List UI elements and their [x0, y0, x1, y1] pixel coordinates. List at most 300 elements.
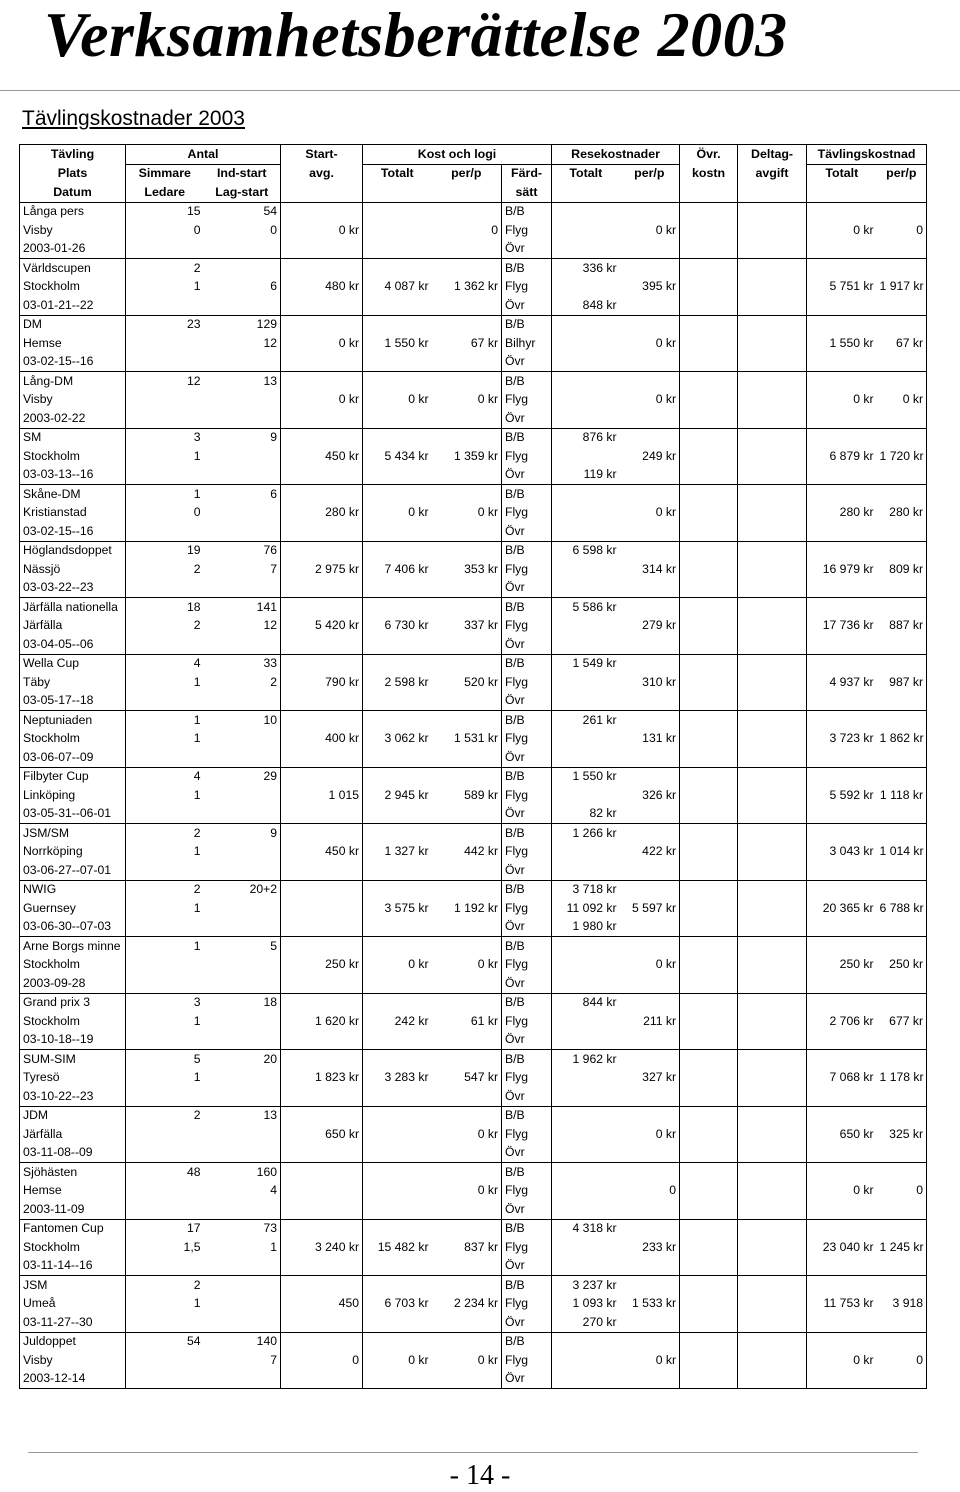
cell-travel-per-person [620, 541, 680, 560]
cell-participation-fee [738, 1295, 807, 1314]
cell-total-per-person: 67 kr [877, 334, 927, 353]
cell-lodging-total [363, 861, 432, 880]
cell-count-swimmers: 4 [126, 767, 204, 786]
cell-total-per-person [877, 861, 927, 880]
cell-travel-total: 876 kr [552, 428, 620, 447]
cell-total-per-person [877, 1219, 927, 1238]
cell-total-per-person [877, 692, 927, 711]
header-cell-travel-mode: sätt [502, 183, 552, 202]
cell-total-cost [807, 1200, 877, 1219]
cell-event: 2003-11-09 [20, 1200, 126, 1219]
table-row [20, 673, 927, 692]
cell-start-fee: 280 kr [281, 504, 363, 523]
table-row [20, 748, 927, 767]
cell-count-swimmers [126, 1031, 204, 1050]
cell-travel-per-person [620, 353, 680, 372]
cell-lodging-total [363, 1276, 432, 1295]
cell-other-cost [680, 748, 738, 767]
cell-travel-mode: Övr [502, 353, 552, 372]
table-row [20, 1200, 927, 1219]
cell-lodging-total [363, 937, 432, 956]
cell-total-per-person: 1 118 kr [877, 786, 927, 805]
table-row [20, 579, 927, 598]
cell-start-fee: 0 kr [281, 391, 363, 410]
cell-total-cost [807, 1031, 877, 1050]
cell-total-cost: 3 043 kr [807, 843, 877, 862]
cell-travel-mode: Flyg [502, 560, 552, 579]
cell-lodging-per-person [432, 767, 502, 786]
cell-start-fee [281, 1050, 363, 1069]
cell-count-starts: 9 [204, 824, 281, 843]
cell-count-swimmers: 2 [126, 259, 204, 278]
cell-participation-fee [738, 409, 807, 428]
cell-count-starts: 33 [204, 654, 281, 673]
cell-total-per-person [877, 1332, 927, 1351]
cell-total-cost: 0 kr [807, 1182, 877, 1201]
cell-event: Hemse [20, 1182, 126, 1201]
cell-participation-fee [738, 372, 807, 391]
header-cell-count-starts: Ind-start [216, 166, 267, 181]
table-row [20, 504, 927, 523]
cell-event: 03-04-05--06 [20, 635, 126, 654]
cell-lodging-per-person [432, 1200, 502, 1219]
table-row [20, 767, 927, 786]
cell-count-swimmers: 54 [126, 1332, 204, 1351]
cell-total-per-person: 0 [877, 1182, 927, 1201]
cell-other-cost [680, 993, 738, 1012]
cell-travel-mode: B/B [502, 767, 552, 786]
cell-count-swimmers: 1 [126, 711, 204, 730]
cell-total-cost: 250 kr [807, 956, 877, 975]
cell-lodging-total [363, 1313, 432, 1332]
cell-travel-total [552, 1200, 620, 1219]
cell-count-starts [204, 1200, 281, 1219]
cell-total-per-person [877, 296, 927, 315]
cell-count-starts [204, 974, 281, 993]
cell-lodging-total: 6 730 kr [363, 617, 432, 636]
cell-start-fee [281, 1370, 363, 1389]
cell-total-per-person [877, 824, 927, 843]
cell-travel-mode: Övr [502, 635, 552, 654]
cell-lodging-per-person: 547 kr [464, 1070, 499, 1085]
cell-participation-fee [738, 1069, 807, 1088]
cell-count-starts [204, 1370, 281, 1389]
cell-count-starts: 76 [204, 541, 281, 560]
cell-travel-mode: Övr [502, 1087, 552, 1106]
cell-participation-fee [738, 711, 807, 730]
cell-count-swimmers [126, 391, 204, 410]
cell-lodging-total [363, 918, 432, 937]
cell-count-swimmers [126, 466, 204, 485]
header-cell-other-cost: Övr. [680, 145, 738, 165]
cell-travel-per-person: 314 kr [642, 561, 677, 576]
cell-travel-per-person: 211 kr [643, 1013, 677, 1028]
table-row [20, 1313, 927, 1332]
cell-total-cost [807, 541, 877, 560]
cell-travel-total [552, 334, 620, 353]
cell-travel-mode: Bilhyr [502, 334, 552, 353]
header-cell-lodging-per-person [432, 183, 502, 202]
cell-total-per-person [877, 918, 927, 937]
cell-other-cost [680, 1144, 738, 1163]
cell-participation-fee [738, 485, 807, 504]
cell-lodging-per-person: 0 kr [477, 392, 499, 407]
cell-count-starts [204, 296, 281, 315]
cell-other-cost [680, 1238, 738, 1257]
cell-lodging-total [363, 353, 432, 372]
cell-travel-total [552, 1332, 620, 1351]
cell-lodging-per-person: 0 [491, 222, 499, 237]
cell-travel-total: 1 962 kr [552, 1050, 620, 1069]
cell-travel-total [552, 1182, 620, 1201]
cell-travel-mode: Flyg [502, 843, 552, 862]
cell-total-per-person: 325 kr [877, 1125, 927, 1144]
cell-travel-per-person [620, 485, 680, 504]
cell-lodging-per-person [432, 1370, 502, 1389]
cell-other-cost [680, 1295, 738, 1314]
cell-travel-per-person: 395 kr [642, 279, 677, 294]
cell-participation-fee [738, 1031, 807, 1050]
cell-count-swimmers [126, 353, 204, 372]
title-divider [0, 90, 960, 91]
cell-start-fee [281, 1087, 363, 1106]
cell-other-cost [680, 1069, 738, 1088]
cell-start-fee [281, 579, 363, 598]
cell-event: 03-11-08--09 [20, 1144, 126, 1163]
cell-travel-total: 3 718 kr [552, 880, 620, 899]
cell-other-cost [680, 240, 738, 259]
cell-travel-mode: B/B [502, 1219, 552, 1238]
cell-travel-total: 4 318 kr [552, 1219, 620, 1238]
cell-total-cost [807, 1050, 877, 1069]
cell-travel-per-person [620, 692, 680, 711]
cell-start-fee [281, 711, 363, 730]
cell-travel-mode: Övr [502, 748, 552, 767]
cell-start-fee [281, 541, 363, 560]
cell-lodging-per-person [432, 259, 502, 278]
cell-lodging-per-person [432, 1144, 502, 1163]
table-row [20, 278, 927, 297]
cell-other-cost [680, 654, 738, 673]
cell-travel-mode: Övr [502, 1313, 552, 1332]
cell-participation-fee [738, 861, 807, 880]
cell-participation-fee [738, 334, 807, 353]
cell-lodging-per-person [432, 805, 502, 824]
cell-total-cost [807, 918, 877, 937]
cell-start-fee [281, 899, 363, 918]
cell-lodging-total [363, 993, 432, 1012]
cell-total-per-person: 677 kr [877, 1012, 927, 1031]
cell-lodging-per-person [432, 541, 502, 560]
cell-lodging-per-person: 2 234 kr [453, 1296, 499, 1311]
cell-count-swimmers: 1 [126, 447, 204, 466]
cell-count-starts: 73 [204, 1219, 281, 1238]
cell-count-swimmers [126, 1144, 204, 1163]
cell-event: 03-10-22--23 [20, 1087, 126, 1106]
header-cell-total-cost: Tävlingskostnad [807, 145, 927, 165]
cell-count-swimmers: 15 [126, 202, 204, 221]
cell-travel-mode: B/B [502, 372, 552, 391]
cell-total-per-person [877, 315, 927, 334]
header-cell-participation-fee [738, 183, 807, 202]
cell-other-cost [680, 824, 738, 843]
cell-travel-total [552, 504, 620, 523]
table-row [20, 409, 927, 428]
cell-travel-per-person [620, 805, 680, 824]
cell-count-starts [204, 1313, 281, 1332]
cell-travel-total [552, 673, 620, 692]
table-row [20, 296, 927, 315]
cell-other-cost [680, 1182, 738, 1201]
cell-lodging-per-person: 1 362 kr [453, 279, 499, 294]
cell-lodging-per-person [432, 1313, 502, 1332]
cell-participation-fee [738, 560, 807, 579]
cell-count-swimmers [126, 974, 204, 993]
cell-count-starts [204, 1276, 281, 1295]
cell-total-per-person: 3 918 [877, 1295, 927, 1314]
cell-lodging-total [363, 466, 432, 485]
cell-count-starts: 10 [204, 711, 281, 730]
cell-lodging-per-person [432, 409, 502, 428]
table-row [20, 560, 927, 579]
cell-other-cost [680, 372, 738, 391]
cell-travel-total [552, 1069, 620, 1088]
cell-count-starts [204, 748, 281, 767]
cell-other-cost [680, 1087, 738, 1106]
cell-travel-total [552, 522, 620, 541]
cell-count-starts [204, 861, 281, 880]
cell-event: Lång-DM [20, 372, 126, 391]
cell-count-starts [204, 579, 281, 598]
cell-event: 03-06-07--09 [20, 748, 126, 767]
cell-start-fee [281, 598, 363, 617]
cell-travel-per-person [620, 522, 680, 541]
cell-event: Skåne-DM [20, 485, 126, 504]
cell-start-fee: 480 kr [281, 278, 363, 297]
cell-travel-total [552, 579, 620, 598]
cell-total-cost [807, 654, 877, 673]
cell-start-fee [281, 654, 363, 673]
cell-travel-per-person: 310 kr [642, 674, 677, 689]
cell-total-per-person: 250 kr [877, 956, 927, 975]
cell-lodging-per-person: 1 531 kr [453, 731, 499, 746]
table-row [20, 240, 927, 259]
cell-count-starts: 129 [204, 315, 281, 334]
cell-event: Kristianstad [20, 504, 126, 523]
header-row [20, 164, 927, 183]
cell-participation-fee [738, 1144, 807, 1163]
cell-travel-total: 6 598 kr [552, 541, 620, 560]
cell-other-cost [680, 767, 738, 786]
cell-total-per-person [877, 1106, 927, 1125]
cell-start-fee [281, 296, 363, 315]
cell-lodging-per-person [432, 240, 502, 259]
cell-lodging-total [363, 598, 432, 617]
cell-other-cost [680, 560, 738, 579]
cell-event: Stockholm [20, 1012, 126, 1031]
cell-start-fee [281, 1276, 363, 1295]
cell-travel-total [552, 1087, 620, 1106]
cell-travel-per-person [620, 993, 680, 1012]
cell-count-starts [204, 409, 281, 428]
cell-total-cost [807, 466, 877, 485]
table-row [20, 730, 927, 749]
cell-travel-total [552, 560, 620, 579]
cell-travel-mode: Flyg [502, 786, 552, 805]
cell-travel-mode: Övr [502, 1257, 552, 1276]
cell-lodging-per-person [432, 974, 502, 993]
cell-travel-per-person [620, 1050, 680, 1069]
cell-lodging-per-person: 0 kr [477, 1352, 499, 1367]
cell-lodging-total: 4 087 kr [363, 278, 432, 297]
cell-other-cost [680, 466, 738, 485]
cell-travel-mode: Övr [502, 918, 552, 937]
cell-travel-per-person: 279 kr [642, 618, 677, 633]
cell-lodging-total [363, 1332, 432, 1351]
cell-count-swimmers [126, 692, 204, 711]
cell-lodging-per-person: 0 kr [477, 1183, 499, 1198]
cell-lodging-total: 1 327 kr [363, 843, 432, 862]
table-row [20, 1163, 927, 1182]
table-row [20, 1276, 927, 1295]
cell-event: Järfälla [20, 617, 126, 636]
cell-count-starts: 9 [204, 428, 281, 447]
cell-lodging-total [363, 1087, 432, 1106]
cell-lodging-per-person [432, 711, 502, 730]
cell-participation-fee [738, 730, 807, 749]
cell-participation-fee [738, 824, 807, 843]
cell-other-cost [680, 1370, 738, 1389]
cell-count-starts [204, 956, 281, 975]
table-row [20, 447, 927, 466]
table-row [20, 315, 927, 334]
cell-lodging-total: 3 575 kr [363, 899, 432, 918]
header-cell-start-fee: avg. [281, 164, 363, 183]
cell-travel-total [552, 315, 620, 334]
cell-travel-per-person [620, 861, 680, 880]
cell-travel-mode: Flyg [502, 278, 552, 297]
cell-participation-fee [738, 1370, 807, 1389]
cell-total-cost [807, 296, 877, 315]
footer-divider [28, 1452, 918, 1453]
cell-lodging-per-person: 837 kr [464, 1239, 499, 1254]
cell-lodging-total [363, 259, 432, 278]
cell-travel-total [552, 956, 620, 975]
cell-travel-per-person [620, 1332, 680, 1351]
cell-travel-total: 261 kr [552, 711, 620, 730]
cell-start-fee [281, 1106, 363, 1125]
cell-count-starts: 13 [204, 372, 281, 391]
cell-other-cost [680, 598, 738, 617]
cell-travel-per-person [620, 259, 680, 278]
cell-start-fee [281, 259, 363, 278]
cell-lodging-per-person [432, 918, 502, 937]
cell-total-per-person [877, 466, 927, 485]
cell-lodging-per-person [432, 466, 502, 485]
cell-travel-mode: B/B [502, 202, 552, 221]
cell-start-fee [281, 993, 363, 1012]
cell-travel-per-person [620, 974, 680, 993]
cell-participation-fee [738, 504, 807, 523]
cell-event: 03-05-31--06-01 [20, 805, 126, 824]
cell-total-per-person: 1 014 kr [877, 843, 927, 862]
cell-other-cost [680, 202, 738, 221]
cell-travel-per-person: 0 kr [655, 335, 677, 350]
cell-count-swimmers: 2 [126, 1276, 204, 1295]
cell-participation-fee [738, 1106, 807, 1125]
table-row [20, 259, 927, 278]
cell-lodging-total [363, 579, 432, 598]
cell-start-fee [281, 1144, 363, 1163]
header-cell-travel-total: Totalt [552, 164, 620, 183]
cell-travel-total [552, 447, 620, 466]
cell-travel-mode: Flyg [502, 1125, 552, 1144]
cell-travel-total [552, 221, 620, 240]
cell-participation-fee [738, 541, 807, 560]
cell-travel-total [552, 1012, 620, 1031]
cell-count-swimmers: 4 [126, 654, 204, 673]
header-cell-start-fee [281, 183, 363, 202]
cell-travel-mode: B/B [502, 1050, 552, 1069]
cell-event: DM [20, 315, 126, 334]
cell-count-starts: 141 [204, 598, 281, 617]
cell-travel-mode: Flyg [502, 221, 552, 240]
cell-total-per-person: 0 kr [877, 391, 927, 410]
cell-total-cost: 5 592 kr [807, 786, 877, 805]
table-row [20, 1257, 927, 1276]
cell-travel-per-person [620, 635, 680, 654]
cell-count-starts: 140 [204, 1332, 281, 1351]
cell-lodging-total [363, 240, 432, 259]
cell-total-per-person [877, 372, 927, 391]
cell-travel-mode: Flyg [502, 617, 552, 636]
table-row [20, 692, 927, 711]
cell-travel-mode: Flyg [502, 730, 552, 749]
cell-start-fee [281, 974, 363, 993]
cell-other-cost [680, 1219, 738, 1238]
table-row [20, 635, 927, 654]
cell-total-per-person [877, 240, 927, 259]
cell-start-fee [281, 861, 363, 880]
cell-count-swimmers [126, 1125, 204, 1144]
cell-participation-fee [738, 1332, 807, 1351]
cell-lodging-per-person [432, 654, 502, 673]
cell-total-per-person [877, 353, 927, 372]
cell-travel-per-person [620, 748, 680, 767]
cell-other-cost [680, 278, 738, 297]
table-row [20, 522, 927, 541]
cell-count-swimmers [126, 748, 204, 767]
cell-count-swimmers: 1 [126, 1012, 204, 1031]
cell-total-cost [807, 372, 877, 391]
cell-count-starts [204, 635, 281, 654]
cell-lodging-per-person: 337 kr [464, 618, 499, 633]
cell-event: Norrköping [20, 843, 126, 862]
cell-count-starts [204, 805, 281, 824]
cell-travel-total [552, 617, 620, 636]
cell-total-cost: 2 706 kr [807, 1012, 877, 1031]
cell-lodging-per-person [432, 579, 502, 598]
cell-start-fee [281, 805, 363, 824]
header-cell-total-cost [807, 183, 877, 202]
cell-lodging-total [363, 805, 432, 824]
cell-count-swimmers [126, 1087, 204, 1106]
header-cell-other-cost: kostn [680, 164, 738, 183]
cell-count-starts [204, 1012, 281, 1031]
cell-count-starts [204, 466, 281, 485]
cell-event: 03-11-14--16 [20, 1257, 126, 1276]
table-row [20, 1351, 927, 1370]
